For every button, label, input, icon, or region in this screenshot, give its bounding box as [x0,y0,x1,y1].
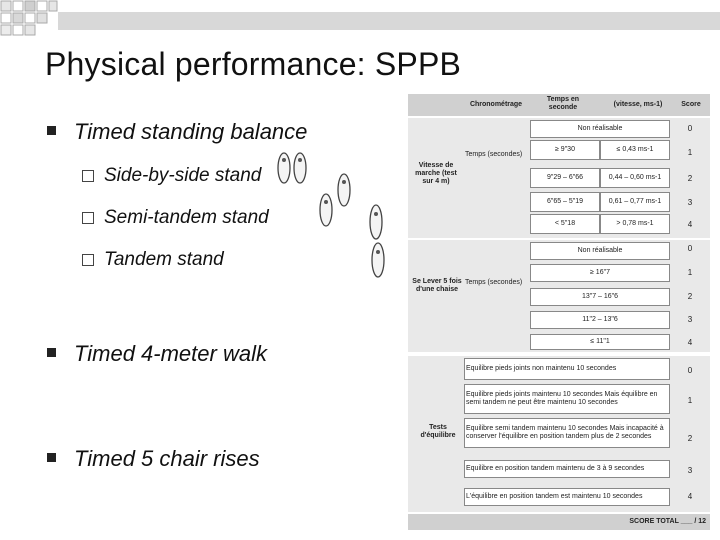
chair-score-3: 3 [687,315,693,324]
square-bullet-icon [47,453,56,462]
balance-score-4: 4 [687,492,693,501]
chair-row-3-time: 11"2 – 13"6 [530,311,670,329]
balance-row-2-text: Equilibre semi tandem maintenu 10 secondes Mais incapacité à conserver l'équilibre en position tandem plus de 2 secondes [464,418,670,448]
balance-label: Tests d'équilibre [420,424,456,440]
balance-score-0: 0 [687,366,693,375]
chair-row-1-time: ≥ 16"7 [530,264,670,282]
walk-timing-cell [464,150,530,210]
balance-row-4-text: L'équilibre en position tandem est maintenu 10 secondes [464,488,670,506]
chair-score-0: 0 [687,244,693,253]
walk-score-1: 1 [687,148,693,157]
square-bullet-icon [47,126,56,135]
chair-score-2: 2 [687,292,693,301]
chair-score-4: 4 [687,338,693,347]
walk-row-4-time: < 5"18 [530,214,600,234]
chair-row-2-time: 13"7 – 16"6 [530,288,670,306]
sub-item-tandem: Tandem stand [104,249,224,270]
walk-timing-label: Temps (secondes) [465,151,523,158]
balance-score-3: 3 [687,466,693,475]
chair-row-0-time: Non réalisable [530,242,670,260]
balance-row-1-text: Equilibre pieds joints maintenu 10 secondes Mais équilibre en semi tandem ne peut être maintenu 10 secondes [464,384,670,414]
header-score: Score [681,101,701,108]
walk-row-0-time: Non réalisable [530,120,670,138]
chair-timing-cell [464,278,530,318]
walk-row-1-time: ≥ 9"30 [530,140,600,160]
bullet-timed-standing-balance: Timed standing balance [74,119,308,144]
walk-row-3-time: 6"65 – 5"19 [530,192,600,212]
bullet-timed-walk: Timed 4-meter walk [74,341,267,366]
balance-row-3-text: Equilibre en position tandem maintenu de 3 à 9 secondes [464,460,670,478]
chair-timing-label: Temps (secondes) [465,279,523,286]
walk-score-3: 3 [687,198,693,207]
walk-score-0: 0 [687,124,693,133]
walk-score-4: 4 [687,220,693,229]
walk-score-2: 2 [687,174,693,183]
page-title: Physical performance: SPPB [45,46,462,82]
bullet-chair-rises: Timed 5 chair rises [74,446,260,471]
footprint-icon [272,150,412,295]
balance-row-0-text: Equilibre pieds joints non maintenu 10 secondes [464,358,670,380]
header-vitesse: (vitesse, ms-1) [613,101,663,108]
walk-row-1-speed: ≤ 0,43 ms-1 [600,140,670,160]
checkbox-icon [82,170,94,182]
chair-score-1: 1 [687,268,693,277]
checkbox-icon [82,212,94,224]
walk-row-2-speed: 0,44 – 0,60 ms-1 [600,168,670,188]
chair-row-4-time: ≤ 11"1 [530,334,670,350]
balance-score-2: 2 [687,434,693,443]
sppb-score-table [408,94,710,532]
sub-item-semi-tandem: Semi-tandem stand [104,207,269,228]
square-bullet-icon [47,348,56,357]
header-temps: Temps en seconde [546,96,580,112]
walk-label: Vitesse de marche (test sur 4 m) [415,162,457,186]
sub-item-side-by-side: Side-by-side stand [104,165,262,186]
score-total-label: SCORE TOTAL ___ / 12 [629,518,706,525]
walk-row-2-time: 9"29 – 6"66 [530,168,600,188]
header-chronometrage: Chronométrage [469,101,523,108]
checkbox-icon [82,254,94,266]
walk-row-4-speed: > 0,78 ms-1 [600,214,670,234]
walk-row-3-speed: 0,61 – 0,77 ms-1 [600,192,670,212]
chair-label: Se Lever 5 fois d'une chaise [412,278,462,294]
top-banner-bar [58,12,720,30]
balance-score-1: 1 [687,396,693,405]
